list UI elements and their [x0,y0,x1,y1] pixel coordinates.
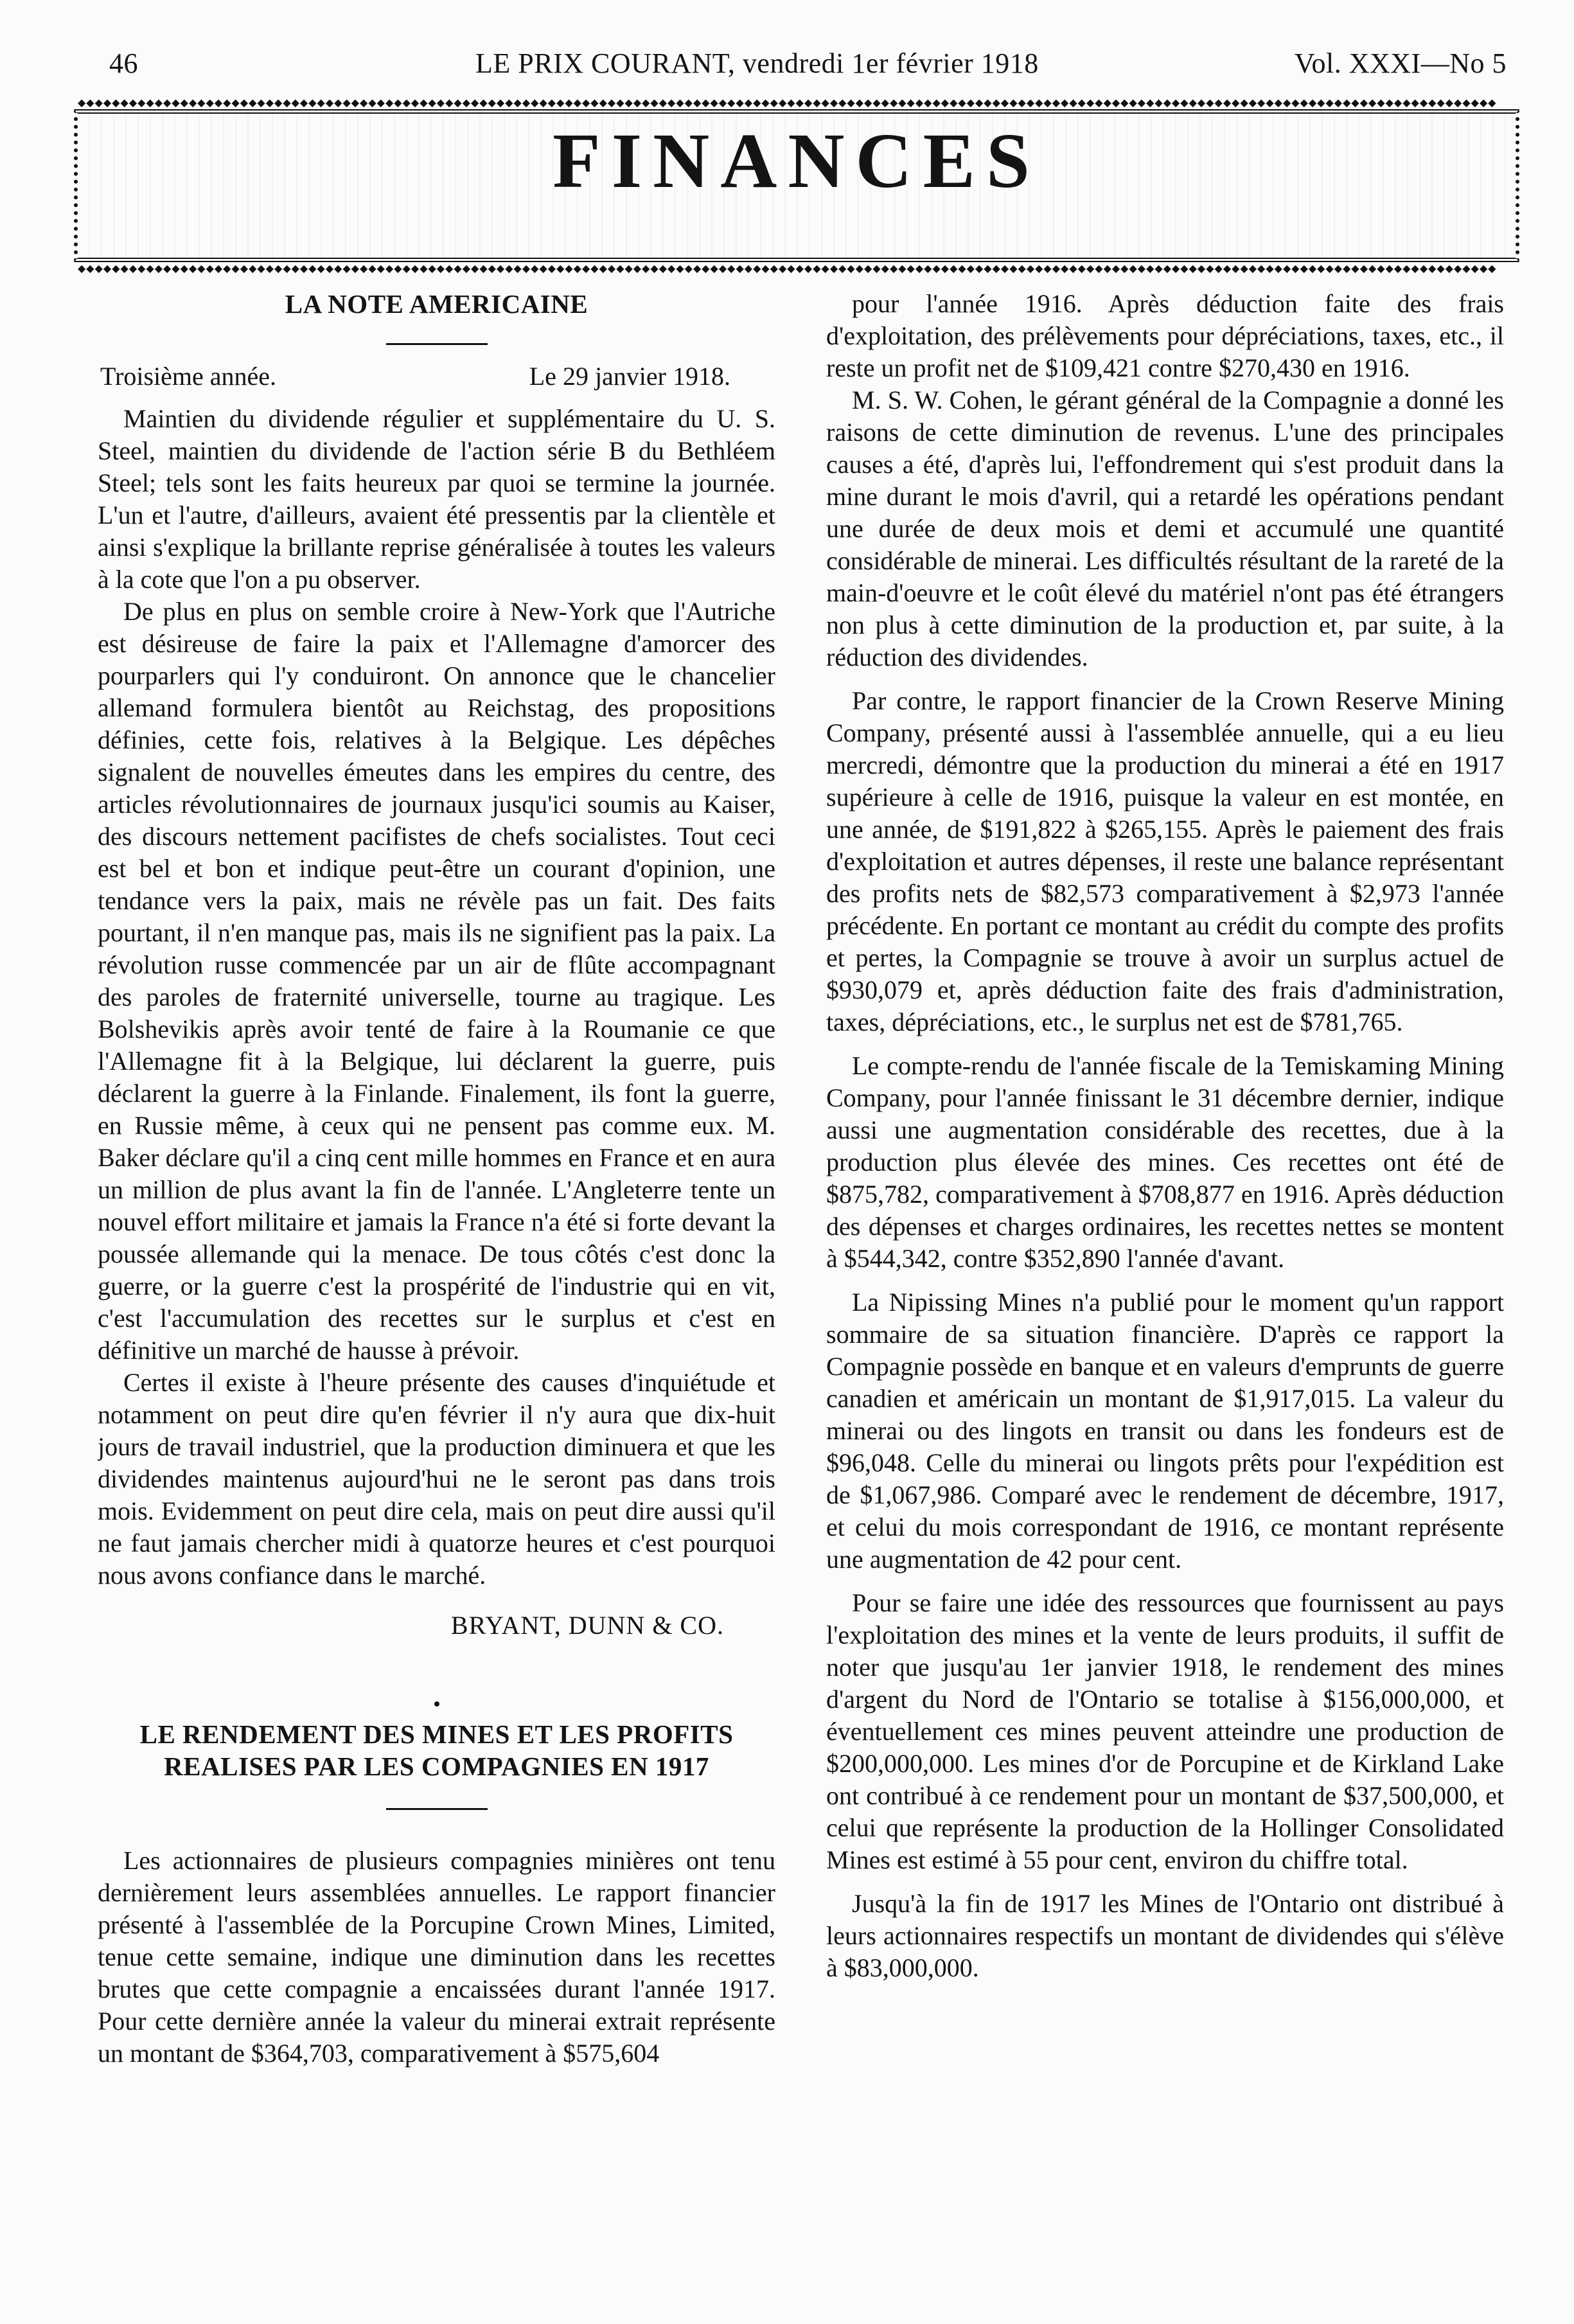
mines-title-line-2: REALISES PAR LES COMPAGNIES EN 1917 [164,1752,709,1781]
note-date-label: Le 29 janvier 1918. [529,362,730,391]
note-paragraph-2: De plus en plus on semble croire à New-York que l'Autriche est désireuse de faire la paix et l'Allemagne d'amorcer des pourparlers qui l'y conduiront. On annonce que le chancelier allemand formulera bientôt au Reichstag, des propositions définies, cette fois, relatives à la Belgique. Les dépêches signalent de nouvelles émeutes dans les empires du centre, des articles révolutionnaires de journaux jusqu'ici soumis au Kaiser, des discours nettement pacifistes de chefs socialistes. Tout ceci est bel et bon et indique peut-être un courant d'opinion, une tendance vers la paix, mais ne révèle pas un fait. Des faits pourtant, il n'en manque pas, mais ils ne signifient pas la paix. La révolution russe commencée par un air de flûte accompagnant des paroles de fraternité universelle, tourne au tragique. Les Bolshevikis après avoir tenté de faire à la Roumanie ce que l'Allemagne fit à la Belgique, lui déclarent la guerre, puis déclarent la guerre à la Finlande. Finalement, ils font la guerre, en Russie même, à ceux qui ne pensent pas comme eux. M. Baker déclare qu'il a cinq cent mille hommes en France et en aura un million de plus avant la fin de l'année. L'Angleterre tente un nouvel effort militaire et jamais la France n'a été si forte devant la poussée allemande qui la menace. De tous côtés c'est donc la guerre, or la guerre c'est la prospérité de l'industrie qui en vit, c'est l'accumulation des recettes sur le surplus et c'est en définitive un marché de hausse à prévoir. [98,597,775,1365]
finances-banner [74,97,1519,274]
note-title-rule [386,343,488,345]
mines-title-line-1: LE RENDEMENT DES MINES ET LES PROFITS [139,1719,734,1749]
section-heading: FINANCES [553,118,1041,205]
article-signature: BRYANT, DUNN & CO. [450,1611,724,1640]
note-paragraph-1: Maintien du dividende régulier et supplémentaire du U. S. Steel, maintien du dividende de l'action série B du Bethléem Steel; tels sont les faits heureux par quoi se termine la journée. L'un et l'autre, d'ailleurs, avaient été pressentis par la clientèle et ainsi s'explique la brillante reprise généralisée à toutes les valeurs à la cote que l'on a pu observer. [98,404,775,594]
page-number: 46 [109,48,138,79]
note-dateline [100,360,730,393]
mines-article-title [98,1718,775,1782]
mines-opening-paragraph: Les actionnaires de plusieurs compagnies minières ont tenu dernièrement leurs assemblées annuelles. Le rapport financier présenté à l'assemblée de la Porcupine Crown Mines, Limited, tenue cette semaine, indique une diminution dans les recettes brutes que cette compagnie a encaissées durant l'année 1917. Pour cette dernière année la valeur du minerai extrait représente un montant de $364,703, comparativement à $575,604 [98,1846,775,2068]
mines-paragraph-3: Par contre, le rapport financier de la Crown Reserve Mining Company, présenté aussi à l'assemblée annuelle, qui a eu lieu mercredi, démontre que la production du minerai a été en 1917 supérieure à celle de 1916, puisque la valeur en est montée, en une année, de $191,822 à $265,155. Après le paiement des frais d'exploitation et autres dépenses, il reste une balance représentant des profits nets de $82,573 comparativement à $2,973 l'année précédente. En portant ce montant au crédit du compte des profits et pertes, la Compagnie se trouve à avoir un surplus actuel de $930,079 et, après déduction faite des frais d'administration, taxes, dépréciations, etc., le surplus net est de $781,765. [826,686,1504,1036]
mines-title-rule [386,1808,488,1810]
banner-bottom-ornament: ◆◆◆◆◆◆◆◆◆◆◆◆◆◆◆◆◆◆◆◆◆◆◆◆◆◆◆◆◆◆◆◆◆◆◆◆◆◆◆◆◆◆◆◆◆◆◆◆◆◆◆◆◆◆◆◆◆◆◆◆◆◆◆◆◆◆◆◆◆◆◆◆◆◆◆◆◆◆◆◆◆◆◆◆◆◆◆◆◆◆◆◆◆◆◆◆◆◆◆◆◆◆◆◆◆◆◆◆◆◆◆◆◆◆◆◆◆◆◆◆◆◆◆◆◆◆◆◆◆◆◆◆◆◆◆◆◆◆◆◆◆◆◆◆◆◆◆◆◆◆◆◆◆◆◆◆◆◆◆◆◆◆◆◆◆◆ [78,263,1497,274]
note-year-label: Troisième année. [100,362,277,391]
mines-paragraph-5: La Nipissing Mines n'a publié pour le moment qu'un rapport sommaire de sa situation financière. D'après ce rapport la Compagnie possède en banque et en valeurs d'emprunts de guerre canadien et américain un montant de $1,917,015. La valeur du minerai ou des lingots en transit ou dans les fondeurs est de $96,048. Celle du minerai ou lingots prêts pour l'expédition est de $1,067,986. Comparé avec le rendement de décembre, 1917, et celui du mois correspondant de 1916, ce montant représente une augmentation de 42 pour cent. [826,1288,1504,1574]
publication-date-line: LE PRIX COURANT, vendredi 1er février 1918 [475,48,1039,79]
banner-top-ornament: ◆◆◆◆◆◆◆◆◆◆◆◆◆◆◆◆◆◆◆◆◆◆◆◆◆◆◆◆◆◆◆◆◆◆◆◆◆◆◆◆◆◆◆◆◆◆◆◆◆◆◆◆◆◆◆◆◆◆◆◆◆◆◆◆◆◆◆◆◆◆◆◆◆◆◆◆◆◆◆◆◆◆◆◆◆◆◆◆◆◆◆◆◆◆◆◆◆◆◆◆◆◆◆◆◆◆◆◆◆◆◆◆◆◆◆◆◆◆◆◆◆◆◆◆◆◆◆◆◆◆◆◆◆◆◆◆◆◆◆◆◆◆◆◆◆◆◆◆◆◆◆◆◆◆◆◆◆◆◆◆◆◆◆◆◆◆ [78,97,1497,109]
running-header [103,41,1507,86]
mines-paragraph-6: Pour se faire une idée des ressources que fournissent au pays l'exploitation des mines et la vente de leurs produits, il suffit de noter que jusqu'au 1er janvier 1918, le rendement des mines d'argent du Nord de l'Ontario se totalise à $156,000,000, et éventuellement ces mines peuvent atteindre une production de $200,000,000. Les mines d'or de Porcupine et de Kirkland Lake ont contribué à ce rendement pour un montant de $37,500,000, et celui que représente la production de la Hollinger Consolidated Mines est estimé à 55 pour cent, environ du chiffre total. [826,1588,1504,1874]
mines-paragraph-7: Jusqu'à la fin de 1917 les Mines de l'Ontario ont distribué à leurs actionnaires respectifs un montant de dividendes qui s'élève à $83,000,000. [826,1889,1504,1982]
left-column [98,288,775,2270]
volume-number: Vol. XXXI—No 5 [1294,48,1507,79]
note-article-title: LA NOTE AMERICAINE [285,289,588,319]
mines-paragraph-2: M. S. W. Cohen, le gérant général de la Compagnie a donné les raisons de cette diminution de revenus. L'une des principales causes a été, d'après lui, l'effondrement qui s'est produit dans la mine durant le mois d'avril, qui a retardé les opérations pendant une durée de deux mois et demi et accumulé une quantité considérable de minerai. Les difficultés résultant de la rareté de la main-d'oeuvre et le coût élevé du matériel n'ont pas été étrangers non plus à cette diminution de la production et, par suite, à la réduction des dividendes. [826,386,1504,671]
mines-paragraph-1: pour l'année 1916. Après déduction faite des frais d'exploitation, des prélèvements pour dépréciations, taxes, etc., il reste un profit net de $109,421 contre $270,430 en 1916. [826,289,1504,382]
note-paragraph-3: Certes il existe à l'heure présente des causes d'inquiétude et notamment on peut dire qu'en février il n'y aura que dix-huit jours de travail industriel, que la production diminuera et que les dividendes maintenus aujourd'hui ne le seront pas dans trois mois. Evidemment on peut dire cela, mais on peut dire aussi qu'il ne faut jamais chercher midi à quatorze heures et c'est pourquoi nous avons confiance dans le marché. [98,1368,775,1590]
right-column [826,288,1504,2270]
section-separator-dot [434,1701,439,1707]
mines-paragraph-4: Le compte-rendu de l'année fiscale de la Temiskaming Mining Company, pour l'année finissant le 31 décembre dernier, indique aussi une augmentation considérable des recettes, due à la production plus élevée des mines. Ces recettes ont été de $875,782, comparativement à $708,877 en 1916. Après déduction des dépenses et charges ordinaires, les recettes nettes se montent à $544,342, contre $352,890 l'année d'avant. [826,1051,1504,1273]
